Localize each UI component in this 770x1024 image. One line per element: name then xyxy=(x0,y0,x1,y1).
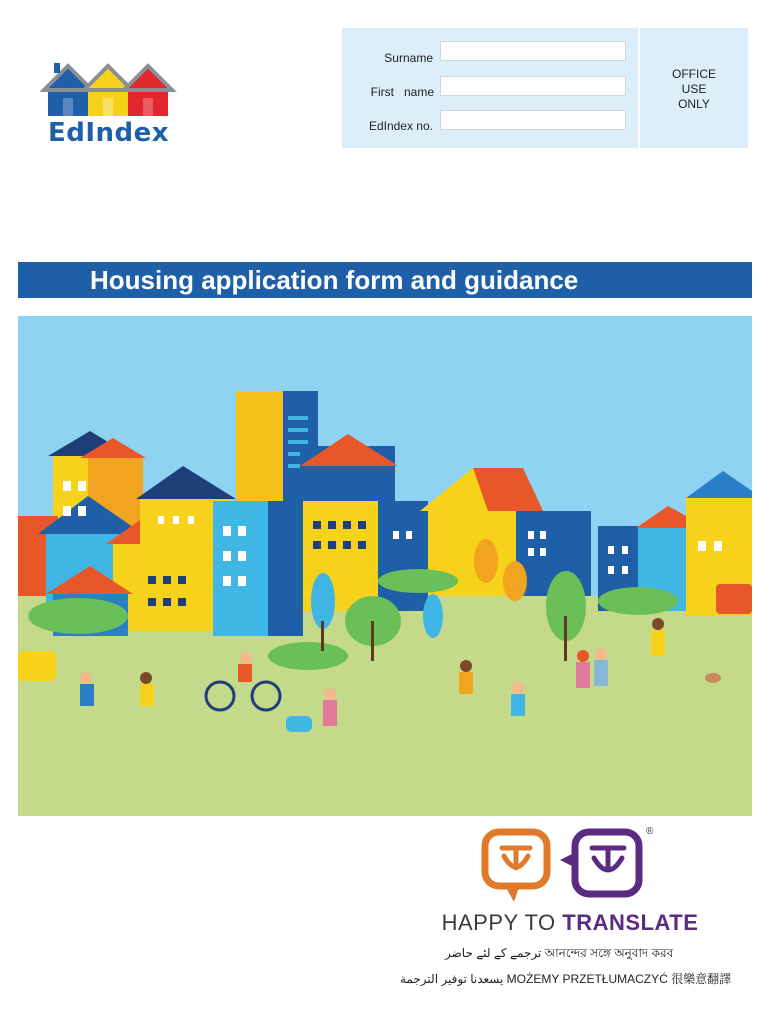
first-name-field[interactable] xyxy=(440,76,626,96)
translate-text: TRANSLATE xyxy=(562,910,699,935)
happy-to-text: HAPPY TO xyxy=(441,910,563,935)
office-label-line-3: ONLY xyxy=(678,97,710,111)
surname-field[interactable] xyxy=(440,41,626,61)
registered-mark: ® xyxy=(646,826,654,837)
translate-languages-line-1: ترجمے کے لئے حاضر আনন্দের সঙ্গে অনুবাদ করব xyxy=(445,946,674,960)
page-title: Housing application form and guidance xyxy=(90,265,579,295)
happy-to-translate-text xyxy=(430,910,710,936)
surname-label: Surname xyxy=(384,51,433,65)
translate-languages-line-2: يسعدنا توفير الترجمة MOŻEMY PRZETŁUMACZYĆ 很樂意翻譯 xyxy=(400,972,732,986)
logo-wordmark: EdIndex xyxy=(48,118,170,148)
office-label-line-1: OFFICE xyxy=(672,67,716,81)
happy-to-translate-logo xyxy=(480,826,660,912)
office-use-only-label xyxy=(640,67,748,112)
edindex-number-field[interactable] xyxy=(440,110,626,130)
first-name-label: First name xyxy=(370,85,434,99)
city-illustration xyxy=(18,316,752,816)
office-label-line-2: USE xyxy=(681,82,707,96)
edindex-number-label: EdIndex no. xyxy=(368,119,433,133)
